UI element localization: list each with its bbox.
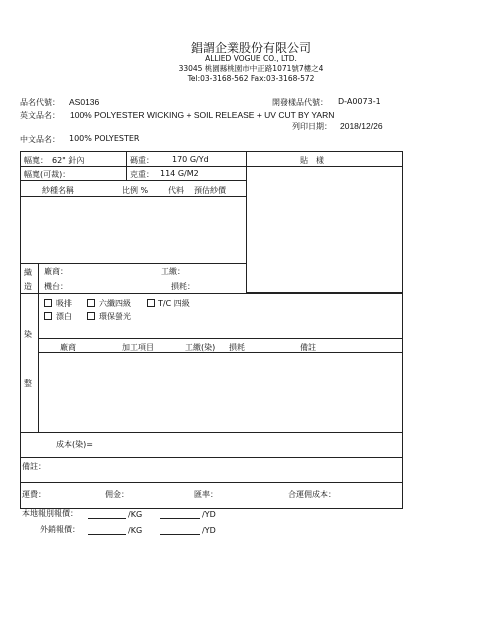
yarn-header-name: 紗種名稱	[42, 186, 74, 195]
dyeing-side-label-1: 染	[24, 330, 32, 339]
rule	[402, 151, 403, 458]
local-price-label: 本地報別報價：	[22, 509, 78, 518]
en-name: 100% POLYESTER WICKING + SOIL RELEASE + UV CUT BY YARN	[70, 110, 335, 120]
dev-code-label: 開發樣品代號：	[272, 98, 328, 107]
rule	[246, 166, 403, 167]
rule	[38, 338, 403, 339]
rule	[38, 263, 39, 294]
rule	[38, 352, 403, 353]
exchange-label: 匯率：	[194, 490, 218, 499]
rule	[20, 457, 403, 458]
checkbox-eco-fluorescent[interactable]	[87, 312, 95, 320]
checkbox-bleach-label: 漂白	[56, 312, 72, 321]
dyeing-header-remarks: 備註	[300, 343, 316, 352]
rule	[126, 151, 127, 180]
checkbox-six-fiber[interactable]	[87, 299, 95, 307]
rule	[246, 151, 247, 293]
dyeing-header-labor: 工繳(染)	[185, 343, 216, 352]
export-price-yd-unit: /YD	[202, 526, 216, 535]
dyeing-header-process: 加工項目	[122, 343, 154, 352]
gsm-label: 克重：	[130, 170, 154, 179]
print-date-label: 列印日期：	[292, 122, 332, 131]
gsy-label: 碼重：	[130, 156, 154, 165]
company-phone-fax: Tel:03-3168-562 Fax:03-3168-572	[187, 74, 315, 83]
weaving-machine-label: 機台：	[44, 282, 68, 291]
total-cost-label: 合運佣成本：	[288, 490, 336, 499]
rule	[20, 432, 403, 433]
export-price-kg-field[interactable]	[88, 534, 126, 535]
yarn-header-substitute: 代料	[168, 186, 184, 195]
yarn-header-price: 預估紗價	[194, 186, 226, 195]
checkbox-wicking[interactable]	[44, 299, 52, 307]
rule	[20, 196, 247, 197]
weaving-factory-label: 廠商：	[44, 267, 68, 276]
rule	[20, 166, 247, 167]
gsy-value: 170 G/Yd	[172, 155, 209, 164]
rule	[20, 151, 403, 152]
rule	[38, 293, 39, 433]
local-price-kg-field[interactable]	[88, 518, 126, 519]
checkbox-bleach[interactable]	[44, 312, 52, 320]
company-address: 33045 桃園縣桃園市中正路1071號7樓之4	[178, 64, 324, 73]
rule	[20, 180, 247, 181]
dyeing-header-loss: 損耗	[229, 343, 245, 352]
rule	[20, 482, 403, 483]
local-price-kg-unit: /KG	[128, 510, 143, 519]
checkbox-tc[interactable]	[147, 299, 155, 307]
export-price-kg-unit: /KG	[128, 526, 143, 535]
dev-code: D-A0073-1	[338, 97, 381, 106]
checkbox-wicking-label: 吸排	[56, 299, 72, 308]
width-label: 幅寬：	[24, 156, 48, 165]
print-date: 2018/12/26	[340, 121, 383, 131]
item-code-label: 品名代號：	[20, 98, 60, 107]
weaving-labor-label: 工繳：	[161, 267, 185, 276]
checkbox-six-fiber-label: 六纖四級	[99, 299, 131, 308]
dyeing-side-label-2: 整	[24, 379, 32, 388]
dyeing-header-factory: 廠商	[60, 343, 76, 352]
width-value: 62" 針內	[52, 156, 85, 165]
rule	[20, 293, 403, 294]
shipping-label: 運費：	[22, 490, 46, 499]
weaving-loss-label: 損耗：	[171, 282, 195, 291]
remarks-label: 備註：	[22, 462, 46, 471]
company-name-en: ALLIED VOGUE CO., LTD.	[205, 54, 297, 63]
usable-width-label: 幅寬(可裁)：	[24, 170, 71, 179]
weaving-side-label-1: 織	[24, 268, 32, 277]
cn-name: 100% POLYESTER	[69, 134, 140, 143]
export-price-label: 外銷報價：	[40, 525, 80, 534]
sample-label: 貼 樣	[300, 156, 324, 165]
rule	[20, 457, 21, 509]
company-name-zh: 錩謂企業股份有限公司	[190, 41, 311, 55]
commission-label: 佣金：	[105, 490, 129, 499]
cn-name-label: 中文品名：	[20, 135, 60, 144]
rule	[20, 151, 21, 458]
item-code: AS0136	[69, 97, 100, 107]
rule	[402, 457, 403, 509]
export-price-yd-field[interactable]	[160, 534, 200, 535]
local-price-yd-unit: /YD	[202, 510, 216, 519]
en-name-label: 英文品名：	[20, 111, 60, 120]
weaving-side-label-2: 造	[24, 282, 32, 291]
checkbox-eco-fluorescent-label: 環保螢光	[99, 312, 131, 321]
dyeing-cost-label: 成本(染)=	[56, 440, 93, 449]
local-price-yd-field[interactable]	[160, 518, 200, 519]
rule	[20, 263, 247, 264]
checkbox-tc-label: T/C 四級	[158, 299, 190, 308]
yarn-header-ratio: 比例 %	[122, 186, 149, 195]
gsm-value: 114 G/M2	[160, 169, 199, 178]
